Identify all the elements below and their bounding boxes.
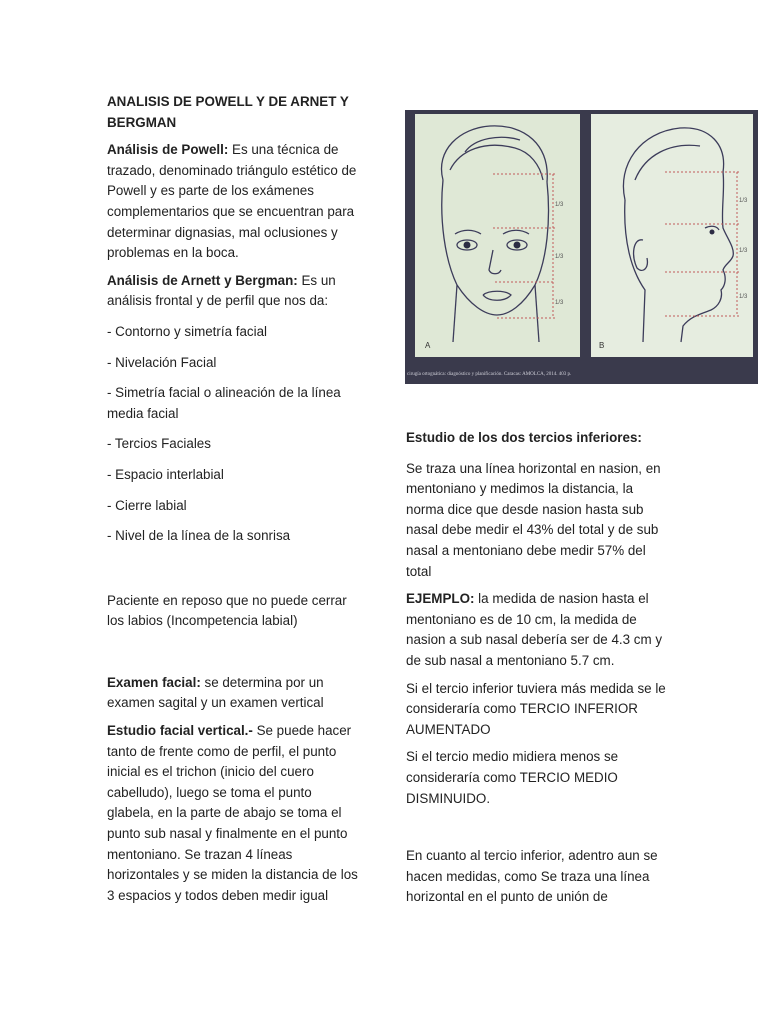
left-column bbox=[107, 92, 362, 906]
document-title: ANALISIS DE POWELL Y DE ARNET Y BERGMAN bbox=[107, 94, 349, 130]
panel-b bbox=[591, 114, 753, 357]
profile-eye bbox=[710, 230, 715, 235]
estudio-text: Se puede hacer tanto de frente como de perfil, el punto inicial es el trichon (inicio del cuero cabelludo), luego se toma el punto glabela, en la parte de abajo se toma el punto sub nasal y finalmente en el punto mentoniano. Se trazan 4 líneas horizontales y se miden la distancia de los 3 espacios y todos deben medir igual bbox=[107, 723, 358, 903]
panel-a-label: A bbox=[425, 341, 431, 350]
powell-label: Análisis de Powell: bbox=[107, 142, 229, 158]
list-item: - Espacio interlabial bbox=[107, 466, 224, 482]
list-item: - Contorno y simetría facial bbox=[107, 323, 268, 339]
fraction-label: 1/3 bbox=[555, 300, 564, 306]
list-item: - Simetría facial o alineación de la línea media facial bbox=[107, 385, 341, 421]
lower-third-paragraph: Si el tercio inferior tuviera más medida se le consideraría como TERCIO INFERIOR AUMENTADO bbox=[406, 680, 666, 737]
reposo-paragraph: Paciente en reposo que no puede cerrar los labios (Incompetencia labial) bbox=[107, 592, 347, 629]
arnett-paragraph bbox=[107, 271, 362, 312]
section-heading-text: Estudio de los dos tercios inferiores: bbox=[406, 430, 642, 445]
left-eye-pupil bbox=[464, 242, 471, 249]
arnett-text: Es un análisis frontal y de perfil que nos da: bbox=[107, 272, 336, 309]
list-item: - Nivelación Facial bbox=[107, 354, 217, 370]
panel-b-label: B bbox=[599, 341, 605, 350]
estudio-label: Estudio facial vertical.- bbox=[107, 723, 253, 739]
list-item: - Cierre labial bbox=[107, 497, 187, 513]
middle-third-paragraph: Si el tercio medio midiera menos se consideraría como TERCIO MEDIO DISMINUIDO. bbox=[406, 749, 619, 806]
fraction-label: 1/3 bbox=[739, 198, 748, 204]
list-item: - Nivel de la línea de la sonrisa bbox=[107, 528, 291, 544]
lower-third-detail-paragraph: En cuanto al tercio inferior, adentro aun se hacen medidas, como Se traza una línea horizontal en el punto de unión de bbox=[406, 848, 658, 905]
examen-text: se determina por un examen sagital y un examen vertical bbox=[107, 674, 324, 711]
right-column bbox=[406, 428, 668, 908]
face-diagram-photo bbox=[405, 110, 758, 384]
fraction-label: 1/3 bbox=[739, 248, 748, 254]
figure-caption: cirugía ortognática: diagnóstico y planificación. Caracas: AMOLCA, 2014. 403 p. bbox=[407, 372, 572, 377]
arnett-label: Análisis de Arnett y Bergman: bbox=[107, 272, 298, 288]
norm-paragraph: Se traza una línea horizontal en nasion, en mentoniano y medimos la distancia, la norma dice que desde nasion hasta sub nasal debe medir el 43% del total y de sub nasal a mentoniano debe medir 57% del total bbox=[406, 460, 661, 579]
estudio-paragraph bbox=[107, 721, 362, 906]
example-paragraph bbox=[406, 589, 668, 671]
list-item: - Tercios Faciales bbox=[107, 436, 211, 452]
examen-paragraph bbox=[107, 673, 362, 714]
example-label: EJEMPLO: bbox=[406, 591, 475, 607]
fraction-label: 1/3 bbox=[739, 294, 748, 300]
example-text: la medida de nasion hasta el mentoniano es de 10 cm, la medida de nasion a sub nasal debería ser de 4.3 cm y de sub nasal a mentoniano 5.7 cm. bbox=[406, 591, 663, 668]
examen-label: Examen facial: bbox=[107, 674, 201, 690]
fraction-label: 1/3 bbox=[555, 202, 564, 208]
right-eye-pupil bbox=[514, 242, 521, 249]
panel-a bbox=[415, 114, 580, 357]
powell-text: Es una técnica de trazado, denominado triángulo estético de Powell y es parte de los exámenes complementarios que se encuentran para determinar dignasias, mal oclusiones y problemas en la boca. bbox=[107, 142, 357, 261]
fraction-label: 1/3 bbox=[555, 254, 564, 260]
section-heading bbox=[406, 428, 668, 449]
powell-paragraph bbox=[107, 140, 362, 264]
